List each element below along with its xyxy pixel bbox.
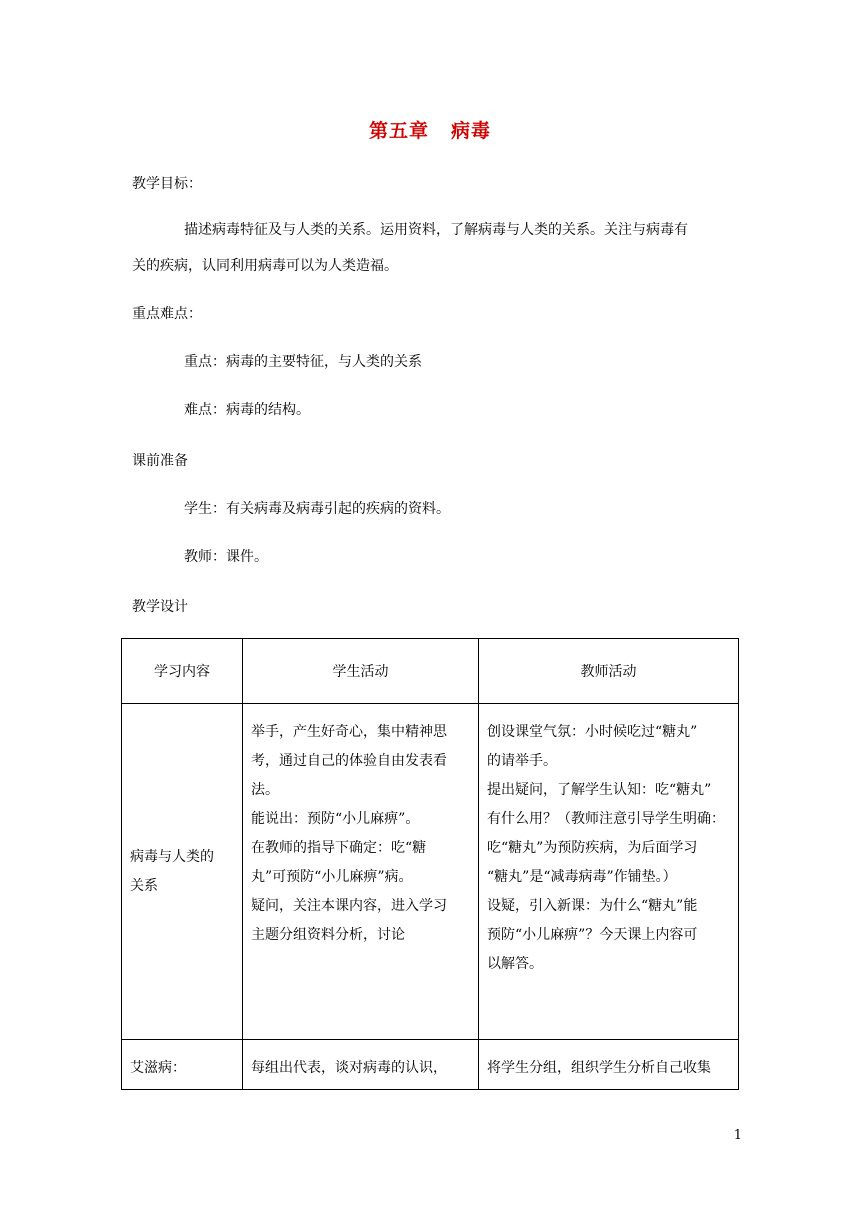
- teacher-line: 设疑，引入新课：为什么“糖丸”能: [487, 898, 698, 914]
- difficult-point: 难点：病毒的结构。: [184, 402, 310, 418]
- prep-heading: 课前准备: [132, 453, 188, 469]
- student-line: 法。: [251, 782, 279, 798]
- objectives-heading: 教学目标：: [132, 176, 202, 192]
- row1-content-line: 关系: [130, 877, 158, 894]
- student-line: 主题分组资料分析，讨论: [251, 927, 405, 943]
- teacher-line: 的请举手。: [487, 753, 557, 769]
- header-content: 学习内容: [122, 639, 243, 704]
- table-row: [122, 704, 739, 1040]
- teaching-design-table: [121, 638, 739, 1090]
- table-row: [122, 1040, 739, 1090]
- chapter-title: [0, 116, 860, 143]
- teacher-line: 吃“糖丸”为预防疾病，为后面学习: [487, 840, 698, 856]
- teacher-line: 有什么用？（教师注意引导学生明确：: [487, 811, 725, 827]
- student-line: 在教师的指导下确定：吃“糖: [251, 840, 427, 856]
- row2-student-activity: [243, 1040, 479, 1090]
- chapter-name: 病毒: [451, 120, 492, 142]
- objectives-text-line2: 关的疾病，认同利用病毒可以为人类造福。: [132, 258, 398, 274]
- student-line: 考，通过自己的体验自由发表看: [251, 753, 447, 769]
- page-number: 1: [733, 1128, 742, 1143]
- row2-content: [122, 1040, 243, 1090]
- key-points-heading: 重点难点：: [132, 306, 202, 322]
- teacher-line: 提出疑问，了解学生认知：吃“糖丸”: [487, 782, 712, 798]
- row1-content-line: 病毒与人类的: [130, 848, 214, 865]
- row1-teacher-activity: [479, 704, 739, 1040]
- student-line: 举手，产生好奇心，集中精神思: [251, 724, 447, 740]
- teacher-line: 以解答。: [487, 956, 543, 972]
- teacher-line: 创设课堂气氛：小时候吃过“糖丸”: [487, 724, 698, 740]
- row1-content: [122, 704, 243, 1040]
- design-heading: 教学设计: [132, 599, 188, 615]
- teacher-line: 将学生分组，组织学生分析自己收集: [487, 1060, 711, 1076]
- chapter-number: 第五章: [368, 120, 429, 142]
- student-line: 每组出代表，谈对病毒的认识，: [251, 1060, 447, 1076]
- teacher-line: “糖丸”是“减毒病毒”作铺垫。）: [487, 869, 677, 885]
- objectives-text-line1: 描述病毒特征及与人类的关系。运用资料，了解病毒与人类的关系。关注与病毒有: [184, 222, 688, 238]
- prep-student: 学生：有关病毒及病毒引起的疾病的资料。: [184, 501, 450, 517]
- student-line: 疑问，关注本课内容，进入学习: [251, 898, 447, 914]
- row2-teacher-activity: [479, 1040, 739, 1090]
- student-line: 能说出：预防“小儿麻痹”。: [251, 811, 420, 827]
- header-teacher-activity: 教师活动: [479, 639, 739, 704]
- header-student-activity: 学生活动: [243, 639, 479, 704]
- table-header-row: [122, 639, 739, 704]
- row1-student-activity: [243, 704, 479, 1040]
- row2-content-line: 艾滋病：: [130, 1060, 186, 1076]
- prep-teacher: 教师：课件。: [184, 549, 268, 565]
- student-line: 丸”可预防“小儿麻痹”病。: [251, 869, 413, 885]
- teacher-line: 预防“小儿麻痹”？今天课上内容可: [487, 927, 698, 943]
- key-point: 重点：病毒的主要特征，与人类的关系: [184, 354, 422, 370]
